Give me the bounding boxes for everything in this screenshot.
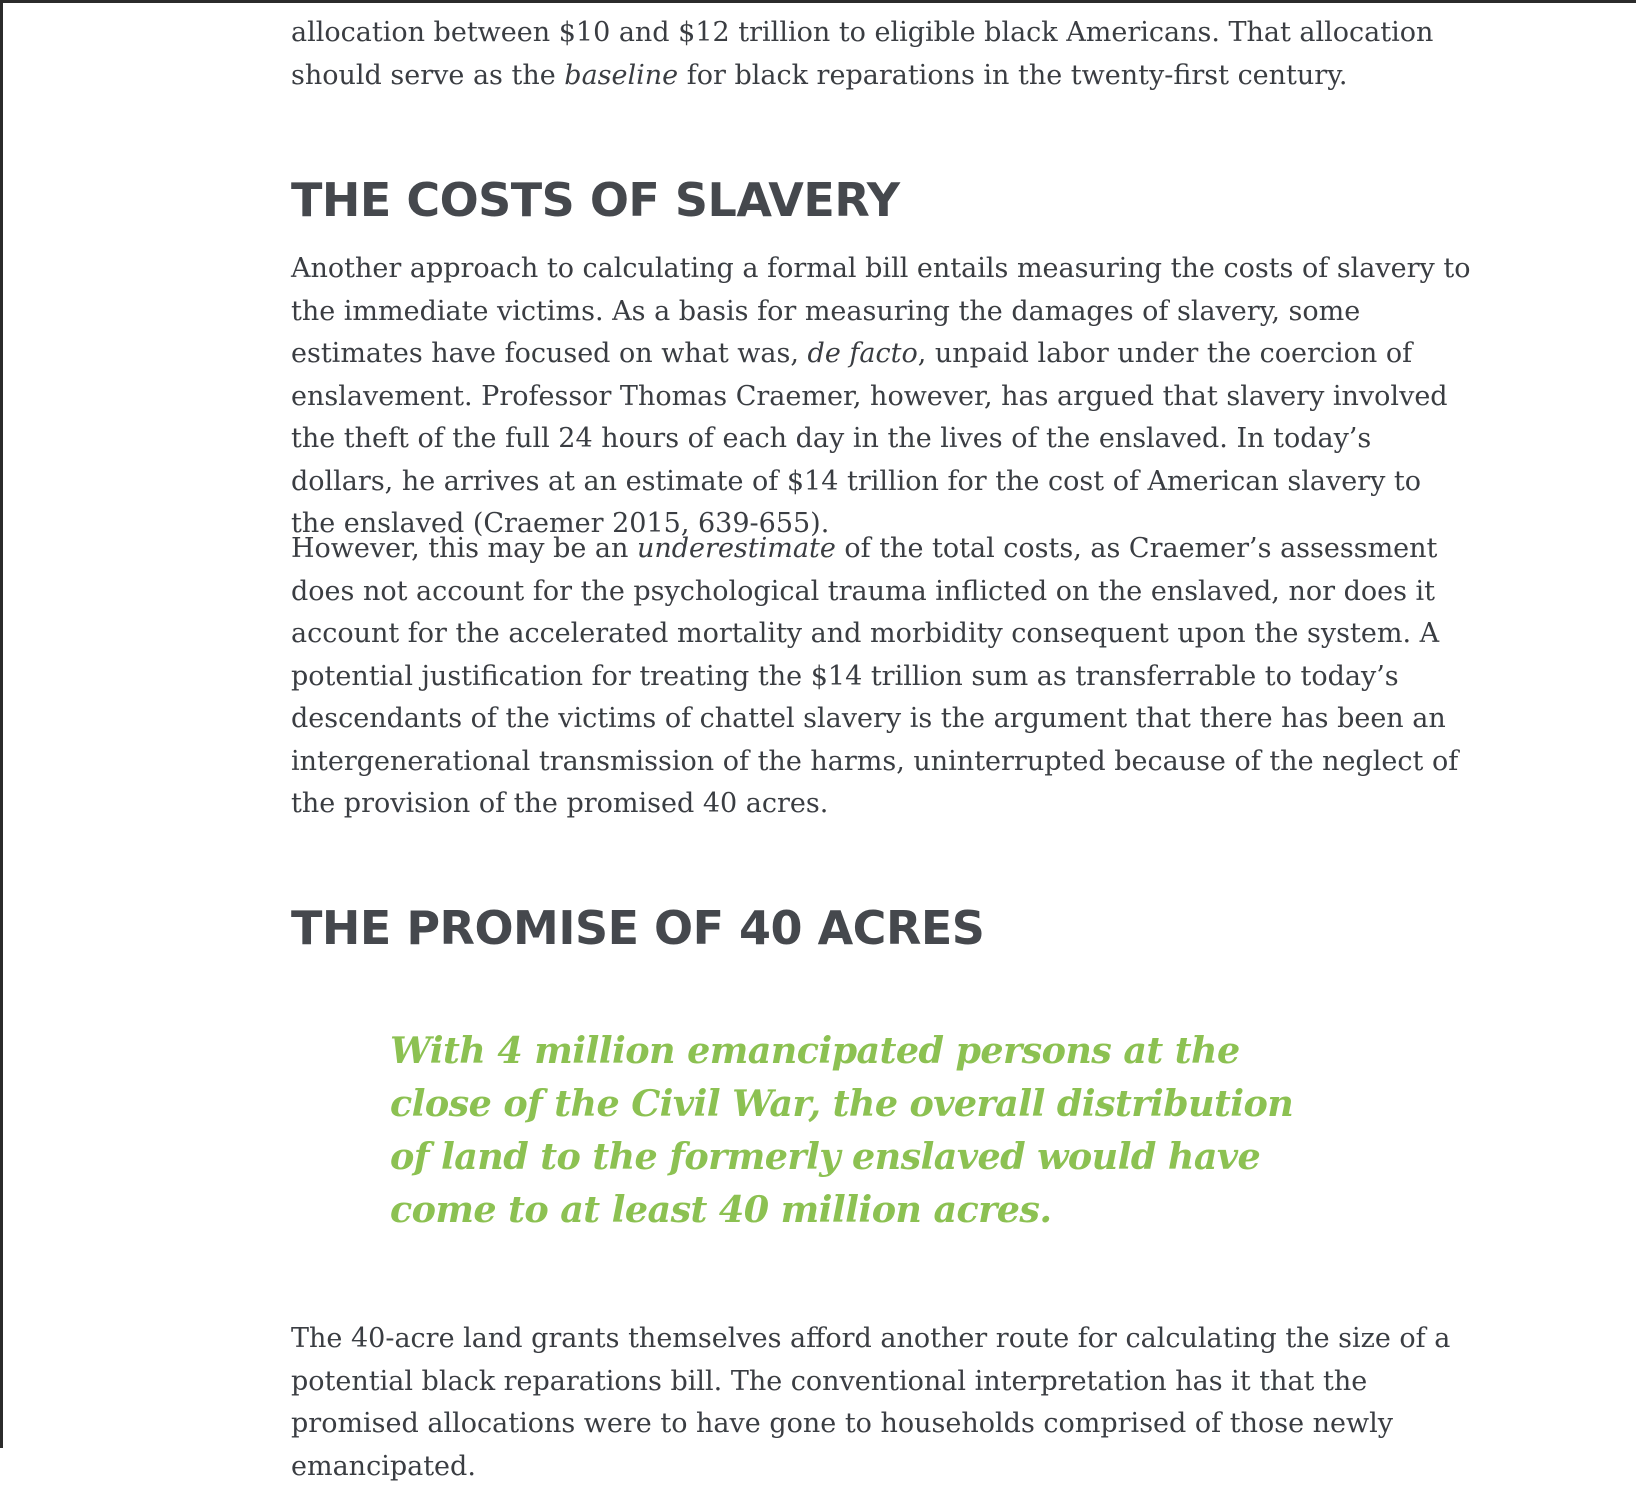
- costs-paragraph-1: [291, 248, 1471, 546]
- intro-text-1: allocation between $10 and $12 trillion to eligible black Americans. That allocation should serve as the: [291, 17, 1434, 91]
- window-left-border: [0, 0, 3, 1448]
- costs-p1-text-1: Another approach to calculating a formal bill entails measuring the costs of slavery to the immediate victims. As a basis for measuring the damages of slavery, some estimates have focused on what was,: [291, 253, 1471, 369]
- costs-p1-text-2: , unpaid labor under the coercion of enslavement. Professor Thomas Craemer, however, has argued that slavery involved the theft of the full 24 hours of each day in the lives of the enslaved. In today’s dollars, he arrives at an estimate of $14 trillion for the cost of American slavery to the enslaved (Craemer 2015, 639-655).: [291, 338, 1448, 539]
- pull-quote: With 4 million emancipated persons at the close of the Civil War, the overall distribution of land to the formerly enslaved would have come to at least 40 million acres.: [390, 1029, 1294, 1231]
- promise-paragraph-1: The 40-acre land grants themselves afford another route for calculating the size of a potential black reparations bill. The conventional interpretation has it that the promised allocations were to have gone to households comprised of those newly emancipated.: [291, 1323, 1451, 1482]
- heading-costs-of-slavery: THE COSTS OF SLAVERY: [291, 173, 900, 227]
- window-top-border: [0, 0, 1636, 3]
- intro-italic-baseline: baseline: [564, 59, 679, 91]
- costs-p2-italic-underestimate: underestimate: [637, 533, 836, 564]
- heading-promise-of-40-acres: THE PROMISE OF 40 ACRES: [291, 901, 985, 955]
- intro-text-2: for black reparations in the twenty-first century.: [678, 59, 1348, 91]
- costs-p1-italic-de-facto: de facto: [807, 338, 918, 369]
- costs-p2-text-2: of the total costs, as Craemer’s assessment does not account for the psychological trauma inflicted on the enslaved, nor does it account for the accelerated mortality and morbidity consequent upon the system. A potential justification for treating the $14 trillion sum as transferrable to today’s descendants of the victims of chattel slavery is the argument that there has been an intergenerational transmission of the harms, uninterrupted because of the neglect of the provision of the promised 40 acres.: [291, 533, 1459, 819]
- intro-paragraph: [291, 12, 1471, 97]
- costs-p2-text-1: However, this may be an: [291, 533, 637, 564]
- costs-paragraph-2: [291, 528, 1471, 826]
